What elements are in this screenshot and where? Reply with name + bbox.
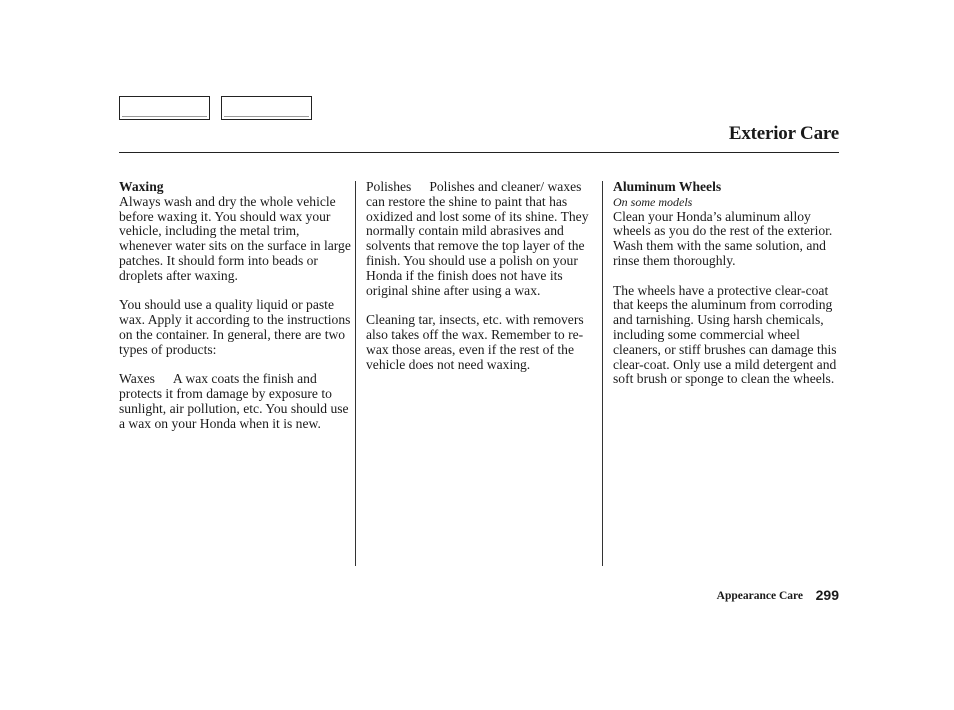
aluminum-heading: Aluminum Wheels: [613, 179, 722, 194]
column-waxing: [119, 180, 351, 432]
column-aluminum-wheels: [613, 180, 841, 387]
aluminum-subheading: On some models: [613, 194, 693, 209]
cleaning-paragraph: Cleaning tar, insects, etc. with removers also takes off the wax. Remember to re-wax those areas, even if the rest of the vehicle does not need waxing.: [366, 312, 584, 372]
title-rule: [119, 152, 839, 153]
nav-next-button[interactable]: [221, 96, 312, 120]
column-divider: [602, 181, 603, 566]
waxing-paragraph-2: You should use a quality liquid or paste wax. Apply it according to the instructions on the container. In general, there are two types of products:: [119, 297, 351, 357]
polishes-paragraph: [366, 180, 598, 298]
footer-section-label: Appearance Care: [716, 590, 803, 602]
column-divider: [355, 181, 356, 566]
polishes-term: Polishes: [366, 179, 412, 194]
aluminum-paragraph-1: Clean your Honda’s aluminum alloy wheels as you do the rest of the exterior. Wash them with the same solution, and rinse them thoroughly.: [613, 208, 833, 268]
nav-previous-button[interactable]: [119, 96, 210, 120]
column-polishes: [366, 180, 598, 372]
waxing-heading: Waxing: [119, 179, 164, 194]
page-title: Exterior Care: [728, 123, 839, 144]
page-number: 299: [815, 587, 839, 603]
waxes-term: Waxes: [119, 371, 155, 387]
waxes-text: A wax coats the finish and protects it from damage by exposure to sunlight, air pollution, etc. You should use a wax on your Honda when it is new.: [119, 371, 349, 431]
aluminum-paragraph-2: The wheels have a protective clear-coat that keeps the aluminum from corroding and tarnishing. Using harsh chemicals, including some commercial wheel cleaners, or stiff brushes can damage this clear-coat. Only use a mild detergent and soft brush or sponge to clean the wheels.: [613, 282, 837, 387]
waxes-paragraph: [119, 372, 351, 431]
waxing-paragraph-1: Always wash and dry the whole vehicle before waxing it. You should wax your vehicle, including the metal trim, whenever water sits on the surface in large patches. It should form into beads or droplets after waxing.: [119, 193, 351, 283]
polishes-text: Polishes and cleaner/ waxes can restore the shine to paint that has oxidized and lost some of its shine. They normally contain mild abrasives and solvents that remove the top layer of the finish. You should use a polish on your Honda if the finish does not have its original shine after using a wax.: [366, 179, 589, 298]
